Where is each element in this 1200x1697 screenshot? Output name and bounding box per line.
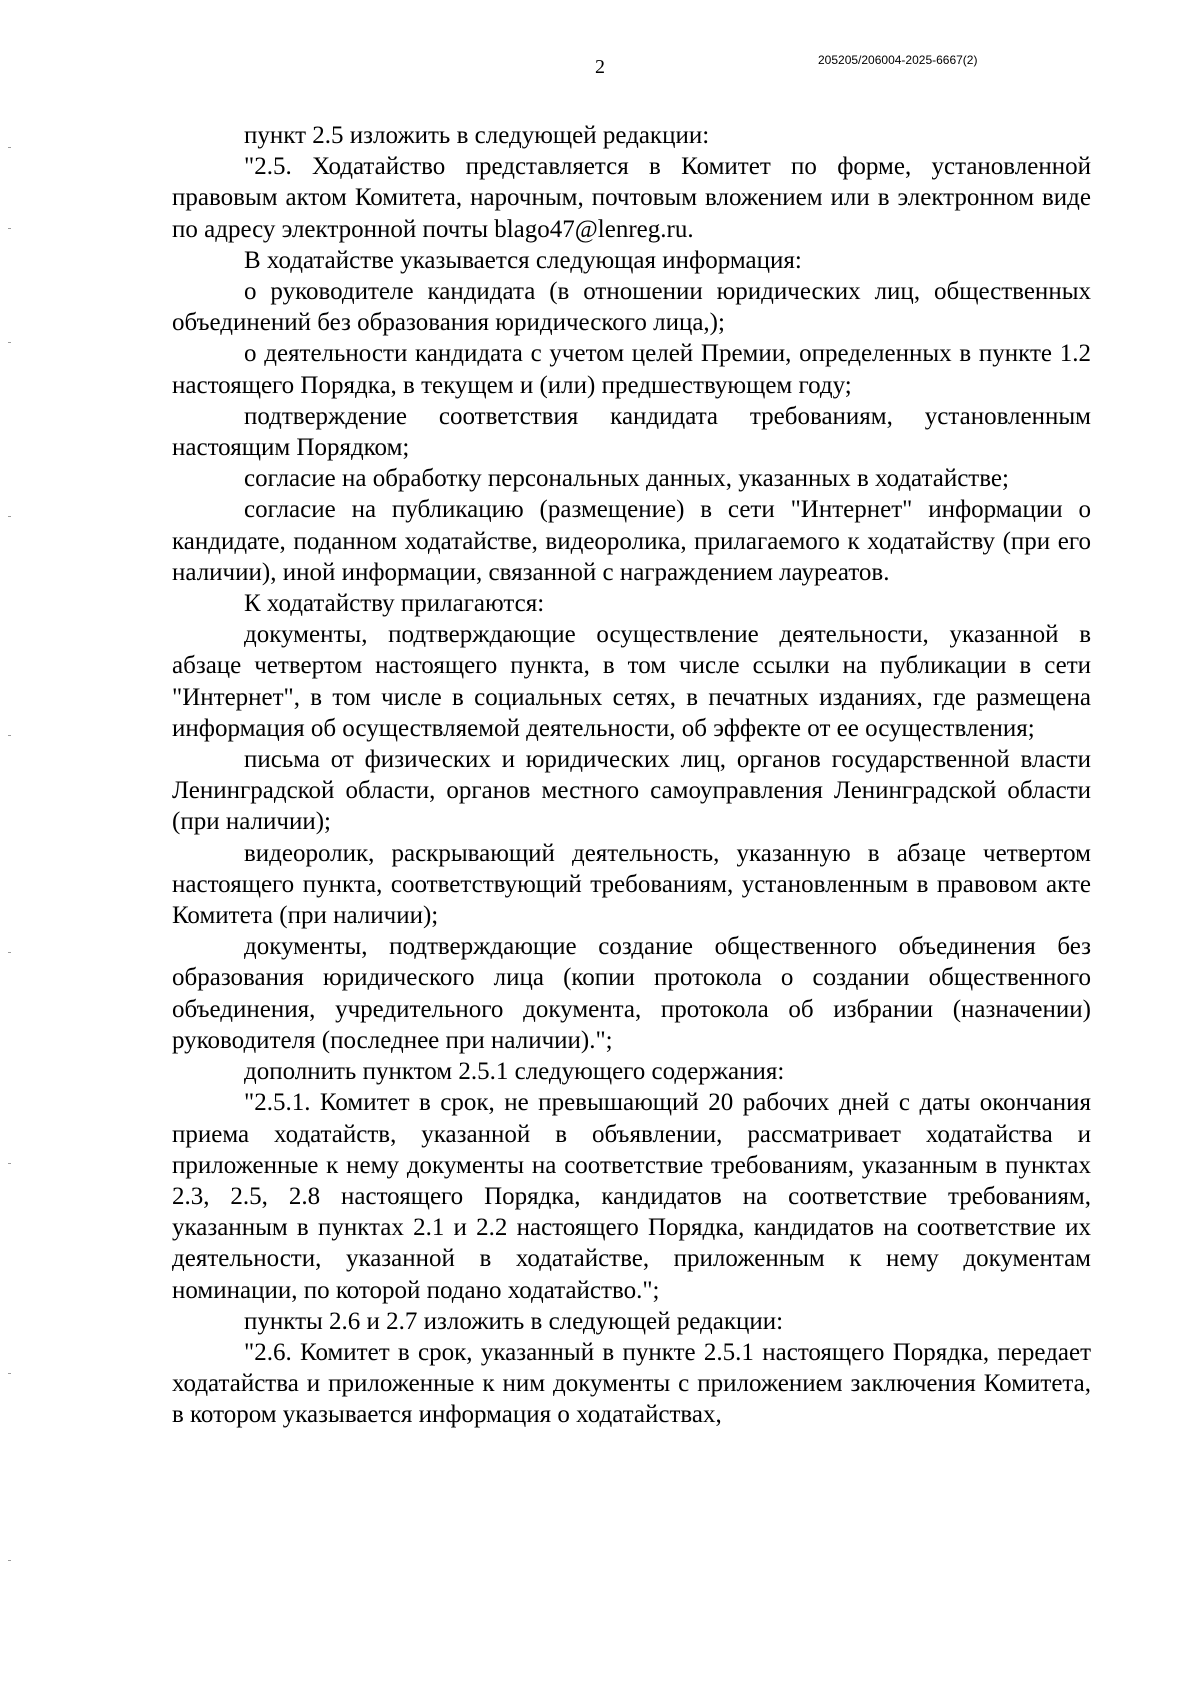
scan-margin-mark [8,1373,11,1374]
scan-margin-mark [8,735,11,736]
paragraph: В ходатайстве указывается следующая информация: [244,246,802,274]
scan-margin-mark [8,228,11,229]
paragraph: о деятельности кандидата с учетом целей Премии, определенных в пункте 1.2 настоящего Порядка, в текущем и (или) предшествующем году; [172,340,1091,399]
paragraph: согласие на обработку персональных данных, указанных в ходатайстве; [244,465,1009,493]
paragraph: "2.5.1. Комитет в срок, не превышающий 20 рабочих дней с даты окончания приема ходатайств, указанной в объявлении, рассматривает ходатайства и приложенные к нему документы на соответствие требованиям, указанным в пунктах 2.3, 2.5, 2.8 настоящего Порядка, кандидатов на соответствие требованиям, указанным в пунктах 2.1 и 2.2 настоящего Порядка, кандидатов на соответствие их деятельности, указанной в ходатайстве, приложенным к нему документам номинации, по которой подано ходатайство."; [172,1089,1091,1304]
paragraph: пункты 2.6 и 2.7 изложить в следующей редакции: [244,1307,784,1335]
paragraph: "2.5. Ходатайство представляется в Комитет по форме, установленной правовым актом Комитета, нарочным, почтовым вложением или в электронном виде по адресу электронной почты blago47@lenreg.ru. [172,153,1091,243]
paragraph: документы, подтверждающие создание общественного объединения без образования юридического лица (копии протокола о создании общественного объединения, учредительного документа, протокола об избрании (назначении) руководителя (последнее при наличии)."; [172,933,1091,1054]
paragraph: документы, подтверждающие осуществление деятельности, указанной в абзаце четвертом настоящего пункта, в том числе ссылки на публикации в сети "Интернет", в том числе в социальных сетях, в печатных изданиях, где размещена информация об осуществляемой деятельности, об эффекте от ее осуществления; [172,621,1091,742]
paragraph: подтверждение соответствия кандидата требованиям, установленным настоящим Порядком; [172,402,1091,462]
paragraph: К ходатайству прилагаются: [244,590,545,618]
paragraph: дополнить пунктом 2.5.1 следующего содержания: [244,1058,785,1086]
scan-margin-mark [8,1163,11,1164]
paragraph: "2.6. Комитет в срок, указанный в пункте 2.5.1 настоящего Порядка, передает ходатайства и приложенные к ним документы с приложением заключения Комитета, в котором указывается информация о ходатайствах, [172,1338,1091,1429]
paragraph: письма от физических и юридических лиц, органов государственной власти Ленинградской области, органов местного самоуправления Ленинградской области (при наличии); [172,746,1091,836]
scan-margin-mark [8,1560,11,1561]
paragraph: видеоролик, раскрывающий деятельность, указанную в абзаце четвертом настоящего пункта, соответствующий требованиям, установленным в правовом акте Комитета (при наличии); [172,839,1091,930]
paragraph: пункт 2.5 изложить в следующей редакции: [244,122,710,149]
scan-margin-mark [8,342,11,343]
scan-margin-mark [8,147,11,148]
paragraph: о руководителе кандидата (в отношении юридических лиц, общественных объединений без образования юридического лица,); [172,278,1091,337]
scan-margin-mark [8,516,11,517]
document-id: 205205/206004-2025-6667(2) [818,53,978,67]
page-number: 2 [595,56,605,78]
document-body [172,120,1091,1431]
paragraph: согласие на публикацию (размещение) в сети "Интернет" информации о кандидате, поданном ходатайстве, видеоролика, прилагаемого к ходатайству (при его наличии), иной информации, связанной с награждением лауреатов. [172,496,1091,586]
scan-margin-mark [8,952,11,953]
